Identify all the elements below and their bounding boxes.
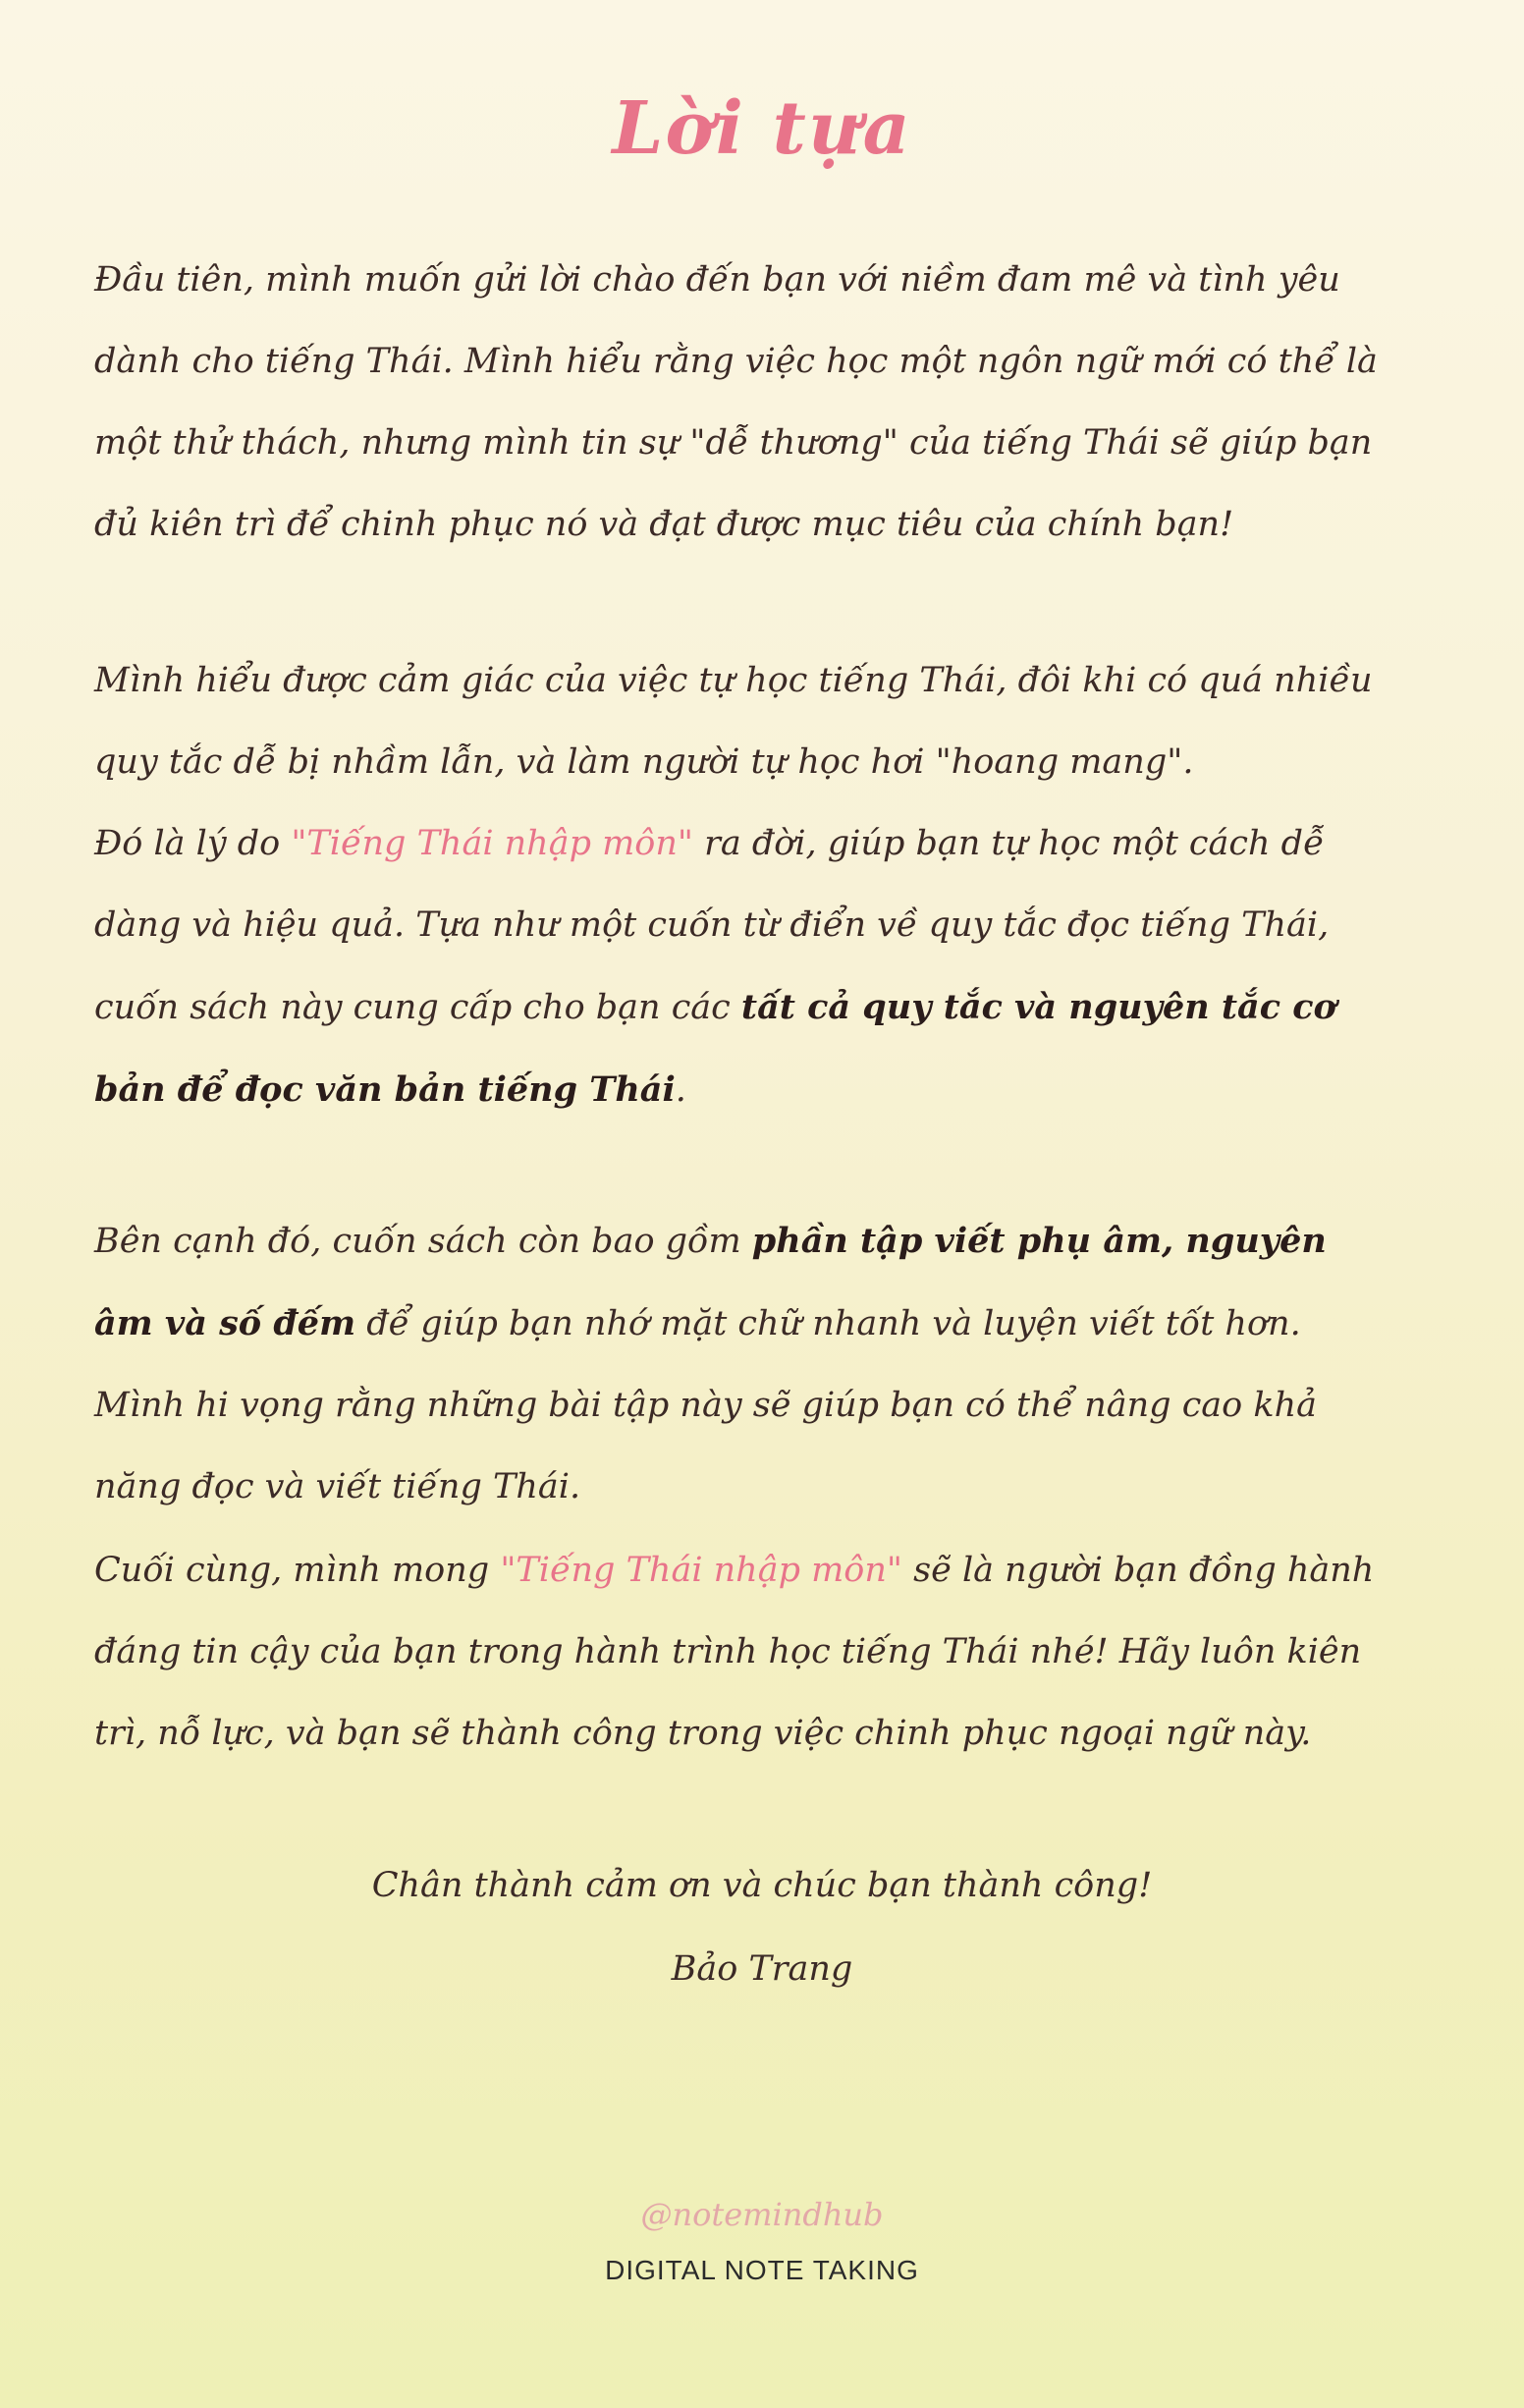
exercises-text-a: Bên cạnh đó, cuốn sách còn bao gồm (94, 1222, 752, 1261)
paragraph-intro (94, 240, 1390, 566)
paragraph-purpose-line1: Mình hiểu được cảm giác của việc tự học tiếng Thái, đôi khi có quá nhiều quy tắc dễ bị nhầm lẫn, và làm người tự học hơi "hoang mang". (94, 661, 1373, 782)
book-title-highlight-2: "Tiếng Thái nhập môn" (500, 1551, 903, 1590)
purpose-text-b: ra đời, giúp bạn tự học một cách dễ dàng và hiệu quả. Tựa như một cuốn từ điển về quy tắc đọc tiếng Thái, cuốn sách này cung cấp cho bạn các (94, 824, 1330, 1027)
purpose-bold-text: tất cả quy tắc và nguyên tắc cơ bản để đọc văn bản tiếng Thái (94, 987, 1336, 1110)
exercises-bold-text: phần tập viết phụ âm, nguyên âm và số đếm (94, 1221, 1327, 1343)
purpose-end: . (675, 1070, 686, 1110)
conclusion-text-a: Cuối cùng, mình mong (94, 1551, 501, 1590)
brand-tagline: DIGITAL NOTE TAKING (605, 2255, 919, 2285)
author-signature: Bảo Trang (671, 1949, 853, 1989)
social-handle: @notemindhub (640, 2196, 884, 2233)
paragraph-conclusion-text (94, 1530, 1390, 1775)
exercises-text-b: để giúp bạn nhớ mặt chữ nhanh và luyện viết tốt hơn. Mình hi vọng rằng những bài tập này sẽ giúp bạn có thể nâng cao khả năng đọc và viết tiếng Thái. (94, 1304, 1317, 1506)
paragraph-exercises-text (94, 1200, 1390, 1528)
book-title-highlight: "Tiếng Thái nhập môn" (291, 824, 694, 863)
paragraph-purpose-line2 (94, 803, 1390, 1131)
conclusion-text-b: sẽ là người bạn đồng hành đáng tin cậy của bạn trong hành trình học tiếng Thái nhé! Hãy luôn kiên trì, nỗ lực, và bạn sẽ thành công trong việc chinh phục ngoại ngữ này. (94, 1551, 1375, 1753)
paragraph-exercises (94, 1200, 1390, 1528)
page-title: Lời tựa (612, 86, 912, 171)
paragraph-purpose (94, 640, 1390, 1131)
closing-thanks: Chân thành cảm ơn và chúc bạn thành công! (371, 1866, 1153, 1905)
purpose-text-a: Đó là lý do (94, 824, 292, 863)
paragraph-conclusion (94, 1530, 1390, 1775)
paragraph-intro-text: Đầu tiên, mình muốn gửi lời chào đến bạn với niềm đam mê và tình yêu dành cho tiếng Thái. Mình hiểu rằng việc học một ngôn ngữ mới có thể là một thử thách, nhưng mình tin sự "dễ thương" của tiếng Thái sẽ giúp bạn đủ kiên trì để chinh phục nó và đạt được mục tiêu của chính bạn! (94, 260, 1378, 544)
